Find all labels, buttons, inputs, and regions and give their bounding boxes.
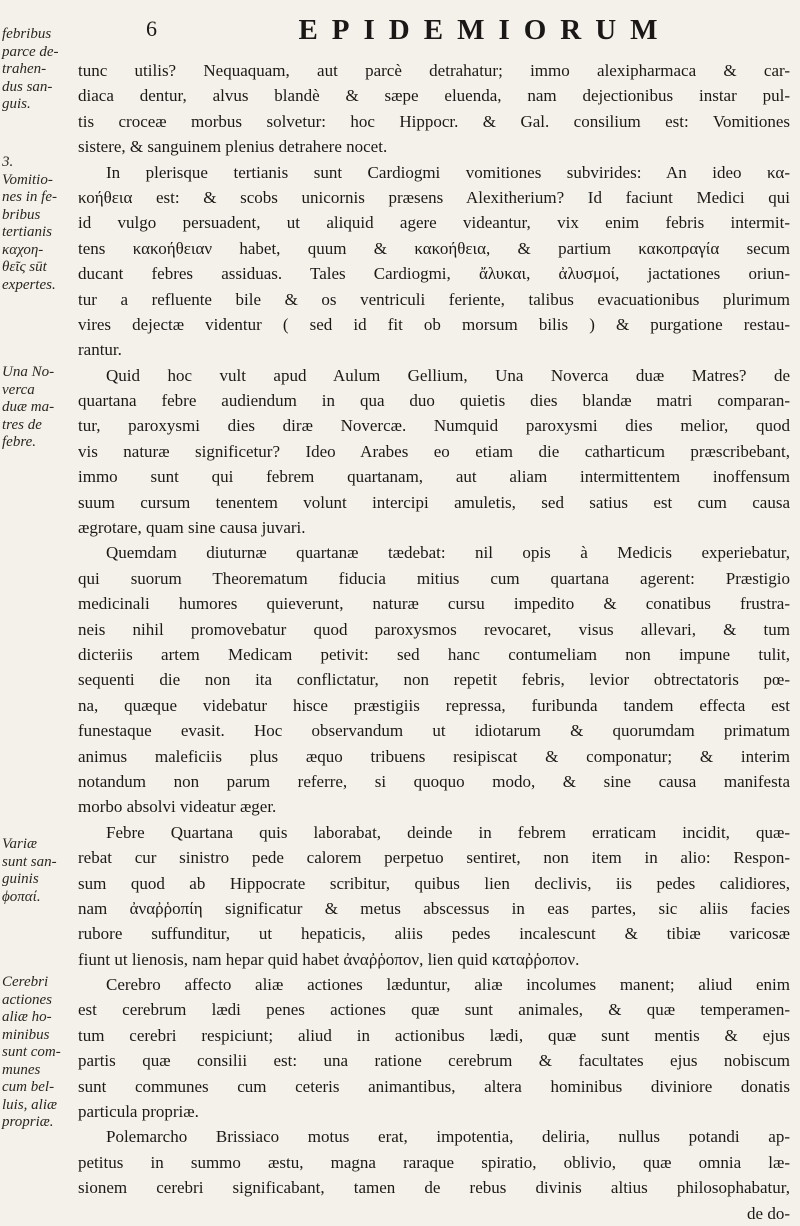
text-line: sionem cerebri significabant, tamen de rebus divinis altius philosophabatur, bbox=[78, 1178, 790, 1198]
text-line: suum cursum tenentem volunt intercipi amuletis, sed satius est cum causa bbox=[78, 492, 790, 512]
margin-note-line: ϕοπαί. bbox=[2, 888, 41, 905]
text-line: Quid hoc vult apud Aulum Gellium, Una Noverca duæ Matres? de bbox=[106, 365, 790, 385]
margin-note-line: Vomitio- bbox=[2, 171, 53, 188]
text-line: immo sunt qui febrem quartanam, aut aliam intermittentem inoffensum bbox=[78, 467, 790, 487]
margin-note-line: sunt com- bbox=[2, 1044, 61, 1060]
text-line: nam ἀναῤῥοπίη significatur & metus abscessus in eas partes, sic aliis facies bbox=[78, 898, 790, 918]
text-line: diaca dentur, alvus blandè & sæpe eluenda, nam dejectionibus instar pul- bbox=[78, 86, 790, 106]
text-line: quartana febre audiendum in qua duo quietis dies blandæ matri comparan- bbox=[78, 391, 790, 411]
text-line: tum cerebri respiciunt; aliud in actionibus lædi, quæ sunt mentis & ejus bbox=[78, 1025, 790, 1045]
text-line: tur a refluente bile & os ventriculi feriente, talibus evacuationibus plurimum bbox=[78, 289, 790, 309]
margin-note-line: 3. bbox=[2, 154, 14, 170]
text-line: notandum non parum referre, si quoquo modo, & sine causa manifesta bbox=[78, 771, 790, 791]
text-line: tens κακοήθειαν habet, quum & κακοήθεια, & partium κακοπραγία secum bbox=[78, 238, 790, 258]
text-line: sequenti die non ita conflictatur, non repetit febris, levior obtrectatoris pœ- bbox=[78, 670, 790, 690]
text-line: animus maleficiis plus æquo tribuens resipiscat & componatur; & interim bbox=[78, 746, 790, 766]
margin-note-line: febre. bbox=[2, 434, 37, 450]
text-line: sunt communes cum ceteris animantibus, altera hominibus diviniore donatis bbox=[78, 1076, 790, 1096]
margin-note-line: cum bel- bbox=[2, 1079, 55, 1095]
text-line: tur, paroxysmi dies diræ Novercæ. Numquid paroxysmi dies melior, quod bbox=[78, 416, 790, 436]
text-line: particula propriæ. bbox=[78, 1102, 199, 1122]
margin-note-line: θεῖς sūt bbox=[2, 259, 47, 275]
text-line: κοήθεια est: & scobs unicornis præsens Alexitherium? Id faciunt Medici qui bbox=[78, 187, 790, 207]
margin-note-line: parce de- bbox=[2, 43, 59, 60]
page-header bbox=[0, 14, 800, 54]
text-line: Quemdam diuturnæ quartanæ tædebat: nil opis à Medicis experiebatur, bbox=[106, 543, 790, 563]
text-line: Cerebro affecto aliæ actiones læduntur, aliæ incolumes manent; aliud enim bbox=[106, 975, 790, 995]
text-line: vires dejectæ videntur ( sed id fit ob morsum bilis ) & purgatione restau- bbox=[78, 314, 790, 334]
margin-note-line: Variæ bbox=[2, 836, 38, 852]
margin-note-line: minibus bbox=[2, 1026, 50, 1043]
text-line: rebat cur sinistro pede calorem perpetuo sentiret, non item in alio: Respon- bbox=[78, 848, 790, 868]
text-line: vis naturæ significetur? Ideo Arabes eo etiam die catharticum præscribebant, bbox=[78, 441, 790, 461]
text-line: est cerebrum lædi penes actiones quæ sunt animales, & quæ temperamen- bbox=[78, 1000, 790, 1020]
text-line: fiunt ut lienosis, nam hepar quid habet ἀναῤῥοπον, lien quid καταῤῥοπον. bbox=[78, 949, 580, 969]
margin-note-line: Una No- bbox=[2, 364, 55, 380]
margin-note-line: bribus bbox=[2, 206, 41, 223]
margin-note-line: munes bbox=[2, 1061, 41, 1078]
text-line: petitus in summo æstu, magna raraque spiratio, oblivio, quæ omnia læ- bbox=[78, 1152, 790, 1172]
margin-note-line: guis. bbox=[2, 96, 31, 112]
text-line: ægrotare, quam sine causa juvari. bbox=[78, 518, 306, 538]
text-line: funestaque evasit. Hoc observandum ut idiotarum & quorumdam primatum bbox=[78, 721, 790, 741]
margin-note-line: expertes. bbox=[2, 276, 56, 293]
margin-note-line: sunt san- bbox=[2, 853, 57, 870]
catchword: de do- bbox=[747, 1203, 790, 1223]
text-line: Polemarcho Brissiaco motus erat, impotentia, deliria, nullus potandi ap- bbox=[106, 1127, 790, 1147]
text-line: partis quæ consilii est: una ratione cerebrum & facultates ejus nobiscum bbox=[78, 1051, 790, 1071]
margin-note-line: guinis bbox=[2, 871, 39, 887]
margin-note-line: aliæ ho- bbox=[2, 1009, 52, 1025]
page-number: 6 bbox=[146, 16, 157, 41]
margin-note-vomitiones bbox=[2, 154, 70, 294]
margin-notes bbox=[2, 0, 70, 1164]
body-text bbox=[78, 58, 790, 1226]
margin-note-line: febribus bbox=[2, 26, 52, 42]
margin-note-line: tertianis bbox=[2, 224, 53, 240]
text-line: rantur. bbox=[78, 340, 122, 360]
text-line: neis nihil promovebatur quod paroxysmos revocaret, visus allevari, & tum bbox=[78, 619, 790, 639]
text-line: na, quæque videbatur hisce præstigiis repressa, furibunda tandem effecta est bbox=[78, 695, 790, 715]
margin-note-line: dus san- bbox=[2, 78, 53, 95]
text-line: tunc utilis? Nequaquam, aut parcè detrahatur; immo alexipharmaca & car- bbox=[78, 61, 790, 80]
margin-note-cerebri bbox=[2, 974, 70, 1132]
margin-note-line: tres de bbox=[2, 416, 42, 433]
text-line: ducant febres assiduas. Tales Cardiogmi, ἄλυκαι, ἀλυσμοί, jactationes oriun- bbox=[78, 264, 790, 284]
text-line: medicinali humores quieverunt, naturæ cursu impedito & conatibus frustra- bbox=[78, 594, 790, 614]
margin-note-line: trahen- bbox=[2, 61, 47, 77]
margin-note-varia bbox=[2, 836, 70, 906]
text-line: rubore suffunditur, ut hepaticis, aliis pedes incalescunt & tibiæ varicosæ bbox=[78, 924, 790, 944]
margin-note-line: actiones bbox=[2, 991, 52, 1008]
text-line: id vulgo persuadent, ut aliquid agere videantur, vix enim febris intermit- bbox=[78, 213, 790, 233]
running-title: EPIDEMIORUM bbox=[298, 14, 672, 46]
text-line: In plerisque tertianis sunt Cardiogmi vomitiones subvirides: An ideo κα- bbox=[106, 162, 790, 182]
margin-note-line: luis, aliæ bbox=[2, 1096, 58, 1113]
margin-note-una-noverca bbox=[2, 364, 70, 452]
text-line: tis croceæ morbus solvetur: hoc Hippocr. & Gal. consilium est: Vomitiones bbox=[78, 111, 790, 131]
margin-note-line: καχοη- bbox=[2, 241, 44, 258]
margin-note-line: nes in fe- bbox=[2, 189, 57, 205]
text-line: sum quod ab Hippocrate scribitur, quibus lien declivis, iis pedes calidiores, bbox=[78, 873, 790, 893]
margin-note-line: Cerebri bbox=[2, 974, 49, 990]
text-line: morbo absolvi videatur æger. bbox=[78, 797, 277, 817]
text-line: dicteriis artem Medicam petivit: sed hanc contumeliam non impune tulit, bbox=[78, 644, 790, 664]
margin-note-line: verca bbox=[2, 381, 35, 398]
margin-note-line: propriæ. bbox=[2, 1114, 54, 1130]
text-line: Febre Quartana quis laborabat, deinde in febrem erraticam incidit, quæ- bbox=[106, 822, 790, 842]
margin-note-febribus bbox=[2, 26, 70, 114]
text-line: qui suorum Theorematum fiducia mitius cum quartana agerent: Præstigio bbox=[78, 568, 790, 588]
margin-note-line: duæ ma- bbox=[2, 399, 55, 415]
text-line: sistere, & sanguinem plenius detrahere nocet. bbox=[78, 137, 388, 157]
